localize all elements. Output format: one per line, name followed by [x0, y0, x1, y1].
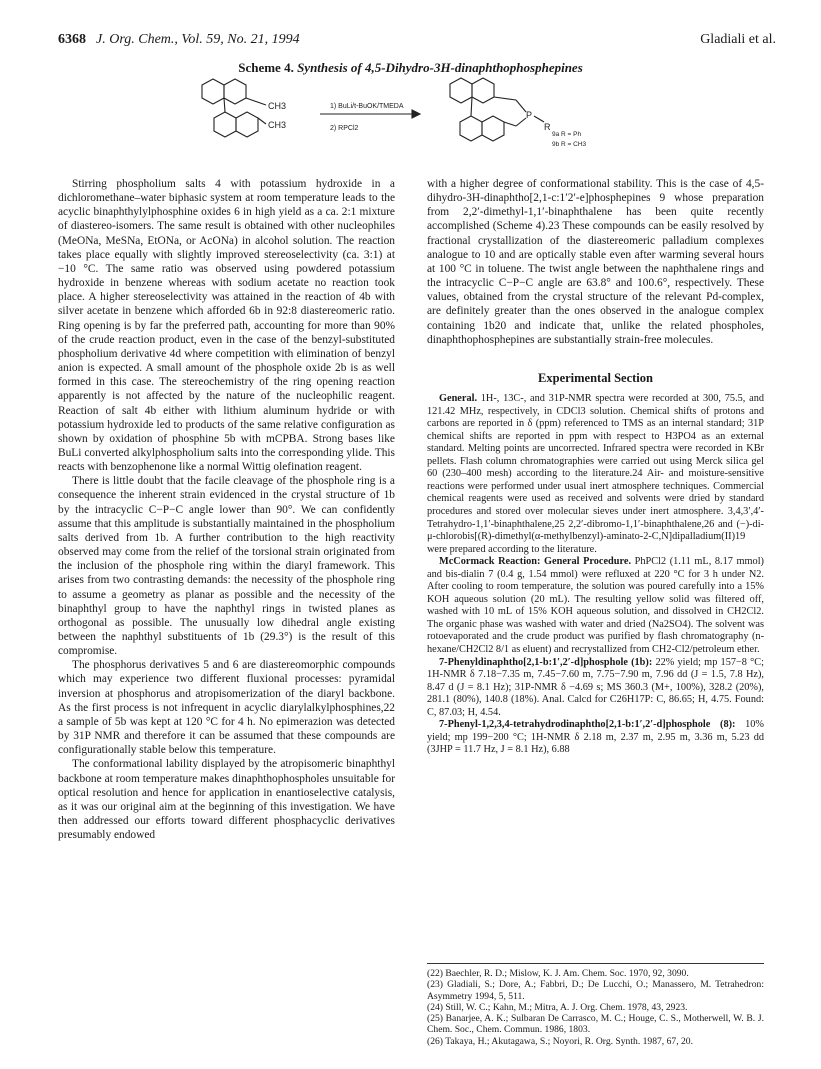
- product-9b-label: 9b R = CH3: [552, 141, 587, 148]
- reaction-step-1: 1) BuLi/t-BuOK/TMEDA: [330, 103, 404, 110]
- naphthalene-ring: [482, 116, 504, 141]
- paragraph-text: PhPCl2 (1.11 mL, 8.17 mmol) and bis-dialin 7 (0.4 g, 1.54 mmol) were refluxed at 220 °C for 3 h under N2. After cooling to room temperature, the solution was poured carefully into a 15% KOH aqueous solution (20 mL). The resulting yellow solid was filtered off, washed with 10 mL of 15% KOH aqueous solution, and dissolved in CH2Cl2. The organic phase was washed with water and dried (Na2SO4). The solvent was rotoevaporated and the crude product was purified by flash chromatography (n-hexane/CH2Cl2 8/1 as eluent) and recrystallized from CH2-Cl2/petroleum ether.: [427, 556, 764, 655]
- naphthalene-ring: [224, 79, 246, 104]
- substituent-ch3-top: CH3: [268, 101, 287, 111]
- body-paragraph: The phosphorus derivatives 5 and 6 are diastereomorphic compounds which may experience two different fluxional processes: pyramidal inversion at phosphorus and atropisomerization of the diaryl backbone. As the first process is not infrequent in acyclic diarylalkylphosphines,22 a sample of 5b was kept at 120 °C for 4 h. No epimerazion was detected by 31P NMR and therefore it can be assumed that these compounds are configurationally stable below this temperature.: [58, 659, 395, 757]
- naphthalene-ring: [450, 78, 472, 103]
- journal-citation: J. Org. Chem., Vol. 59, No. 21, 1994: [96, 32, 300, 47]
- footnote: (25) Banarjee, A. K.; Sulbaran De Carrasco, M. C.; Houge, C. S., Motherwell, W. B. J. Chem. Soc., Chem. Commun. 1986, 1803.: [427, 1013, 764, 1036]
- body-paragraph: Stirring phospholium salts 4 with potassium hydroxide in a dichloromethane–water biphasic system at room temperature leads to the acyclic binaphthylylphosphine oxides 6 in high yield as a ca. 2:1 mixture of diastereo-isomers. The same result is obtained with other nucleophiles (MeONa, MeSNa, EtONa, or AcONa) in alcohol solution. The reaction takes place equally with slightly improved stereoselectivity (ca. 3:1) at −10 °C. The same ratio was observed using powdered potassium hydroxide in benzene whereas with sodium acetate no reaction took place. A higher stereoselectivity was attained in the reaction of 4b with silver acetate in benzene which afforded 6b in 92:8 diastereomeric ratio. Ring opening is by far the preferred path, accounting for more than 90% of the crude reaction product, even in the case of the benzyl-substituted phospholium derivative 4d where competition with elimination of benzyl anion is expected. A small amount of the phosphole oxide 2b is as well formed in this case. The stereochemistry of the ring opening reaction apparently is not affected by the nature of the nucleophilic reagent. Reaction of salt 4b either with lithium aluminum hydride or with potassium hydroxide led to products of the same relative configuration as shown by oxidation of phosphine 5b with mCPBA. Strong bases like BuLi converted alkylphospholium salts into the corresponding ylide. This reacts with benzophenone like a normal Wittig olefination reagent.: [58, 178, 395, 474]
- run-in-heading: 7-Phenyl-1,2,3,4-tetrahydrodinaphtho[2,1-b:1′,2′-d]phosphole (8):: [439, 719, 736, 731]
- experimental-paragraph: [427, 393, 764, 556]
- section-heading: Experimental Section: [538, 370, 653, 385]
- experimental-paragraph: [427, 657, 764, 720]
- r-group-label: R: [544, 122, 551, 132]
- experimental-section: [427, 393, 764, 757]
- paragraph-text: 1H-, 13C-, and 31P-NMR spectra were recorded at 300, 75.5, and 121.42 MHz, respectively, in CDCl3 solution. Chemical shifts of protons and carbons are reported in δ (ppm) referenced to TMS as an internal standard; 31P chemical shifts are reported in ppm with respect to H3PO4 as an external standard. Melting points are uncorrected. Infrared spectra were recorded in KBr pellets. Flash column chromatographies were carried out using Merck silica gel 60 (230–400 mesh) according to the literature.24 Air- and moisture-sensitive reactions were performed under usual inert atmosphere techniques. Commercial chemical reagents were used as received and solvents were dried by standard procedures and stored over molecular sieves under inert atmosphere. 3,4,3′,4′-Tetrahydro-1,1′-binaphthalene,25 2,2′-dibromo-1,1′-binaphthalene,26 and (−)-di-μ-chlorobis[(R)-dimethyl(α-methylbenzyl)-aminato-2-C,N]dipalladium(II)19 were prepared according to the literature.: [427, 393, 764, 555]
- naphthalene-ring: [236, 112, 258, 137]
- reaction-step-2: 2) RPCl2: [330, 125, 359, 132]
- scheme-label: Scheme 4.: [238, 60, 294, 75]
- scheme-title-text: Synthesis of 4,5-Dihydro-3H-dinaphthophosphepines: [297, 60, 583, 75]
- phosphorus-label: P: [526, 110, 533, 120]
- page-number: 6368: [58, 32, 86, 47]
- footnote: (22) Baechler, R. D.; Mislow, K. J. Am. Chem. Soc. 1970, 92, 3090.: [427, 968, 689, 979]
- footnote: (26) Takaya, H.; Akutagawa, S.; Noyori, R. Org. Synth. 1987, 67, 20.: [427, 1035, 693, 1047]
- product-9a-label: 9a R = Ph: [552, 131, 582, 138]
- footnote-divider: [427, 963, 764, 964]
- experimental-paragraph: [427, 719, 764, 757]
- substituent-ch3-bottom: CH3: [268, 120, 287, 130]
- naphthalene-ring: [202, 79, 224, 104]
- experimental-paragraph: [427, 556, 764, 656]
- left-column: [58, 177, 395, 842]
- footnote: (23) Gladiali, S.; Dore, A.; Fabbri, D.; De Lucchi, O.; Manassero, M. Tetrahedron: Asymmetry 1994, 5, 511.: [427, 979, 764, 1002]
- body-paragraph: There is little doubt that the facile cleavage of the phosphole ring is a consequence the inherent strain evidenced in the crystal structure of 1b by the intracyclic C−P−C angle lower than 90°. We can confidently assume that this amplitude is substantially maintained in the phospholium salts derived from 1b. A further contribution to the high reactivity observed may come from the relief of the torsional strain originated from the inclusion of the phosphole ring within the diaryl framework. This arises from two contrasting demands: the necessity of the phosphole ring to assume a geometry as planar as possible and the necessity of the binaphthyl group to have the naphthyl rings in twisted planes as orthogonal as possible. The unusually low dihedral angle existing between the naphthyl substituents of 1b (29.3°) is the result of this compromise.: [58, 475, 395, 658]
- paragraph-text: 22% yield; mp 157−8 °C; 1H-NMR δ 7.18−7.35 m, 7.45−7.60 m, 7.75−7.90 m, 7.96 dd (J = 1.5, 7.8 Hz), 8.47 d (J = 8.1 Hz); 31P-NMR δ −4.69 s; MS 360.3 (M+, 100%), 328.2 (20%), 281.1 (80%), 140.8 (18%). Anal. Calcd for C26H17P: C, 86.65; H, 4.75. Found: C, 87.03; H, 4.54.: [427, 656, 764, 718]
- footnote: (24) Still, W. C.; Kahn, M.; Mitra, A. J. Org. Chem. 1978, 43, 2923.: [427, 1001, 688, 1013]
- running-authors: Gladiali et al.: [700, 32, 776, 47]
- run-in-heading: General.: [439, 393, 478, 405]
- footnotes: [427, 968, 764, 1047]
- right-column: [427, 177, 764, 757]
- run-in-heading: 7-Phenyldinaphtho[2,1-b:1′,2′-d]phosphole (1b):: [439, 656, 653, 668]
- body-paragraph: The conformational lability displayed by the atropisomeric binaphthyl backbone at room temperature makes dinaphthophospholes unsuitable for optical resolution and hence for application in enantioselective catalysis, as it was our original aim at the beginning of this investigation. We have then addressed our efforts toward different phosphacyclic derivatives presumably endowed: [58, 758, 395, 842]
- naphthalene-ring: [214, 112, 236, 137]
- naphthalene-ring: [460, 116, 482, 141]
- paragraph-text: 10% yield; mp 199−200 °C; 1H-NMR δ 2.18 m, 2.37 m, 2.95 m, 3.36 m, 5.23 dd (3JHP = 11.7 Hz, J = 8.1 Hz), 6.88: [427, 719, 764, 756]
- run-in-heading: McCormack Reaction: General Procedure.: [439, 556, 632, 568]
- naphthalene-ring: [472, 78, 494, 103]
- header-left: [58, 32, 300, 48]
- page-header: [58, 32, 776, 50]
- body-paragraph: with a higher degree of conformational stability. This is the case of 4,5-dihydro-3H-dinaphtho[2,1-c:1′2′-e]phosphepines 9 whose preparation from 2,2′-dimethyl-1,1′-binaphthalene has been quite recently accomplished (Scheme 4).23 These compounds can be easily resolved by fractional crystallization of the diastereomeric palladium complexes analogue to 10 and are optically stable even after warming several hours at 100 °C in toluene. The twist angle between the naphthalene rings and the intracyclic C−P−C angle are 63.8° and 100.6°, respectively. These values, obtained from the crystal structure of the relevant Pd-complex, are definitely greater than the ones observed in the analogue complex containing 1b20 and indicate that, unlike the related phospholes, dinaphthophosphepines are substantially strain-free molecules.: [427, 178, 764, 346]
- scheme-diagram: [180, 74, 640, 169]
